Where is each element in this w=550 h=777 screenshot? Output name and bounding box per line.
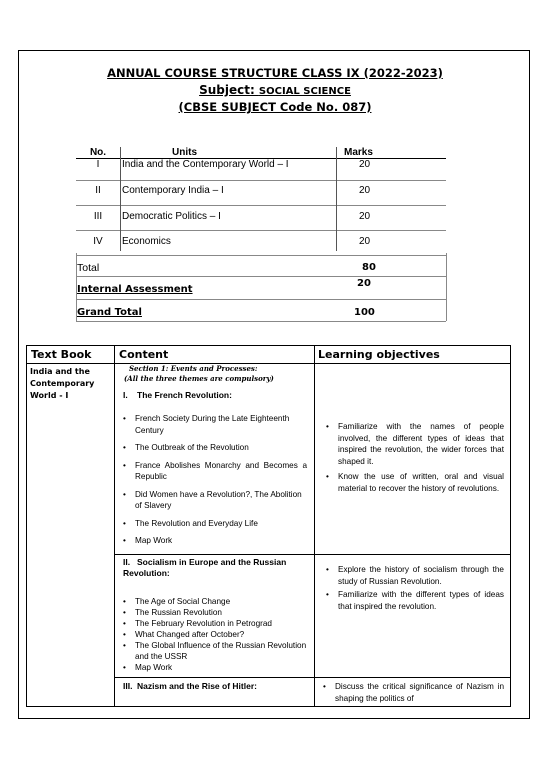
section-heading: [124, 364, 274, 384]
theme-topics: [121, 413, 307, 547]
list-item: [121, 413, 307, 436]
list-item: [324, 564, 504, 587]
section-title: Section 1: Events and Processes:: [129, 364, 258, 373]
objective-text: Familiarize with the names of people involved, the different types of ideas that inspired the revolution, the wider forces that shaped it.: [338, 422, 504, 466]
objective-text: Discuss the critical significance of Nazism in shaping the politics of: [335, 682, 504, 703]
theme-objectives: [324, 564, 504, 612]
column-divider: [446, 253, 447, 321]
theme-numeral: I.: [123, 390, 128, 400]
divider: [76, 299, 446, 300]
subject-code: (CBSE SUBJECT Code No. 087): [178, 100, 372, 114]
course-content-table: [26, 345, 511, 707]
topic-text: The Revolution and Everyday Life: [135, 518, 258, 528]
unit-marks: 20: [359, 236, 371, 247]
list-item: [121, 618, 307, 629]
theme-objectives: [321, 681, 504, 704]
unit-name: Democratic Politics – I: [122, 211, 221, 222]
objective-text: Know the use of written, oral and visual material to recover the history of revolutions.: [338, 472, 504, 493]
list-item: [121, 489, 307, 512]
header-objectives: Learning objectives: [318, 348, 440, 361]
internal-assessment-label: Internal Assessment: [77, 284, 193, 295]
objective-text: Explore the history of socialism through the study of Russian Revolution.: [338, 565, 504, 586]
topic-text: Did Women have a Revolution?, The Abolition of Slavery: [135, 489, 302, 510]
unit-no: III: [93, 211, 103, 222]
list-item: [324, 471, 504, 494]
topic-text: Map Work: [135, 663, 173, 672]
theme-title: Nazism and the Rise of Hitler:: [137, 681, 257, 691]
topic-text: French Society During the Late Eighteenth Century: [135, 414, 290, 435]
course-title: ANNUAL COURSE STRUCTURE CLASS IX (2022-2023): [107, 66, 443, 80]
divider: [76, 321, 446, 322]
header-units: Units: [172, 147, 197, 158]
column-divider: [114, 346, 115, 706]
theme-title: The French Revolution:: [137, 390, 232, 400]
unit-marks: 20: [359, 159, 371, 170]
topic-text: France Abolishes Monarchy and Becomes a Republic: [135, 460, 307, 481]
unit-no: I: [96, 159, 100, 170]
list-item: [321, 681, 504, 704]
list-item: [324, 421, 504, 467]
list-item: [121, 518, 307, 530]
unit-no: II: [95, 185, 101, 196]
column-divider: [336, 147, 337, 251]
topic-text: The February Revolution in Petrograd: [135, 619, 272, 628]
theme-topics: [121, 596, 307, 673]
unit-name: India and the Contemporary World – I: [122, 159, 289, 170]
theme-title: Socialism in Europe and the Russian Revolution:: [123, 557, 287, 578]
theme-objectives: [324, 421, 504, 494]
list-item: [121, 535, 307, 547]
objective-text: Familiarize with the different types of ideas that inspired the revolution.: [338, 590, 504, 611]
topic-text: What Changed after October?: [135, 630, 245, 639]
header-marks: Marks: [344, 147, 373, 158]
grand-total-label: Grand Total: [77, 307, 142, 318]
row-divider: [114, 554, 510, 555]
internal-assessment-value: 20: [357, 278, 371, 289]
list-item: [121, 607, 307, 618]
unit-marks: 20: [359, 211, 371, 222]
theme-numeral: II.: [123, 557, 131, 567]
header-textbook: Text Book: [31, 348, 92, 361]
marks-table: [76, 147, 446, 256]
unit-marks: 20: [359, 185, 371, 196]
marks-row: [76, 159, 446, 181]
list-item: [121, 640, 307, 662]
list-item: [121, 662, 307, 673]
total-value: 80: [362, 262, 376, 273]
marks-row: [76, 231, 446, 256]
unit-no: IV: [93, 236, 103, 247]
marks-row: [76, 206, 446, 231]
header-no: No.: [89, 147, 107, 158]
list-item: [324, 589, 504, 612]
list-item: [121, 442, 307, 454]
total-label: Total: [77, 262, 100, 274]
column-divider: [76, 253, 77, 321]
section-note: (All the three themes are compulsory): [124, 374, 274, 383]
column-divider: [120, 147, 121, 251]
theme-heading: [123, 557, 309, 579]
marks-header-row: [76, 147, 446, 159]
topic-text: The Outbreak of the Revolution: [135, 443, 249, 452]
subject-name: SOCIAL SCIENCE: [258, 86, 351, 97]
header-content: Content: [119, 348, 169, 361]
textbook-name: India and the Contemporary World - I: [30, 367, 95, 400]
topic-text: The Global Influence of the Russian Revolution and the USSR: [135, 641, 307, 661]
theme-heading: [123, 681, 257, 692]
list-item: [121, 596, 307, 607]
row-divider: [114, 677, 510, 678]
grand-total-value: 100: [354, 307, 375, 318]
subject-title: [0, 83, 550, 97]
theme-heading: [123, 390, 232, 401]
topic-text: Map Work: [135, 536, 173, 545]
list-item: [121, 460, 307, 483]
unit-name: Contemporary India – I: [122, 185, 224, 196]
topic-text: The Age of Social Change: [135, 597, 231, 606]
column-divider: [314, 346, 315, 706]
list-item: [121, 629, 307, 640]
subject-label: Subject:: [199, 83, 259, 97]
theme-numeral: III.: [123, 681, 133, 691]
unit-name: Economics: [122, 236, 171, 247]
divider: [76, 276, 446, 277]
topic-text: The Russian Revolution: [135, 608, 222, 617]
marks-row: [76, 181, 446, 206]
